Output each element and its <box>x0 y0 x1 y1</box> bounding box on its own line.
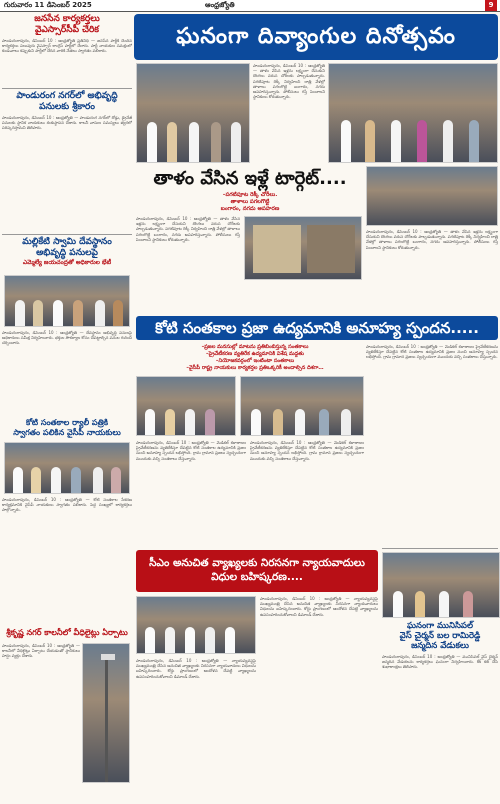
s2-title-2: పనులకు శ్రీకారం <box>39 101 95 112</box>
s5-photo <box>82 643 130 783</box>
story3-body-1: పాండురంగాపురం, డిసెంబర్ 10 : ఆంధ్రజ్యోతి — న్యాయవ్యవస్థపై ముఖ్యమంత్రి చేసిన అనుచిత వ్యాఖ్యలకు నిరసనగా న్యాయవాదులు విధులను బహిష్కరించారు. కోర్టు ప్రాంగణంలో ఆందోళన చేపట్టి వ్యాఖ్యలను ఉపసంహరించుకోవాలని డిమాండ్ చేశారు. <box>136 658 256 679</box>
story2-photo-2 <box>240 376 364 436</box>
banner-photo-2 <box>328 63 498 163</box>
s5-title: శ్రీకృష్ణ నగర్ కాలనీలో వీధిలైట్లు ఏర్పాటు <box>6 628 128 637</box>
r2-title-3: జన్మదిన వేడుకలు <box>411 641 469 652</box>
s4-photo <box>4 442 130 494</box>
story2-band: కోటి సంతకాల ప్రజా ఉద్యమానికి అనూహ్య స్పందన..... <box>136 316 498 340</box>
story2-sub-4: –వైసీపీ రాష్ట్ర నాయకులు కార్యకర్తల ప్రతిఒక్కరికీ అందాల్సిన దిశగా… <box>186 365 324 371</box>
s1-body: పాండురంగాపురం, డిసెంబర్ 10 : ఆంధ్రజ్యోతి ప్రతినిధి — జనసేన పార్టీకి చెందిన కార్యకర్తలు పలువురు వైఎస్సార్ కాంగ్రెస్ పార్టీలో చేరారు. పార్టీ నాయకుల సమక్షంలో కండువాలు కప్పుకుని పార్టీలో చేరిన వారికి నేతలు స్వాగతం పలికారు. <box>2 37 132 53</box>
header-date: గురువారం 11 డిసెంబర్ 2025 <box>4 1 92 9</box>
story1-sub-3: బంగారం, నగదు అపహరణ <box>220 206 280 212</box>
story2-sub-1: –ప్రజల మనసుల్లో మాటను ప్రతిబింబిస్తున్న సంతకాలు <box>201 344 309 350</box>
r2 <box>382 552 498 804</box>
r2-photo <box>382 552 500 618</box>
s3-body: పాండురంగాపురం, డిసెంబర్ 10 : ఆంధ్రజ్యోతి — దేవస్థానం అభివృద్ధి పనులపై అధికారులు సమీక్ష నిర్వహించారు. భక్తుల సౌకర్యాల కోసం చేపట్టాల్సిన పనుల గురించి చర్చించారు. <box>2 330 132 346</box>
left-column <box>2 14 132 90</box>
story1-title: తాళం వేసిన ఇళ్లే టార్గెట్.... <box>153 168 347 189</box>
story2-body-1: పాండురంగాపురం, డిసెంబర్ 10 : ఆంధ్రజ్యోతి — మెడికల్ కళాశాలల ప్రైవేటీకరణను వ్యతిరేకిస్తూ చేపట్టిన కోటి సంతకాల ఉద్యమానికి ప్రజల నుంచి అనూహ్య స్పందన లభిస్తోంది. గ్రామ గ్రామాన ప్రజలు స్వచ్ఛందంగా ముందుకు వచ్చి సంతకాలు చేస్తున్నారు. <box>136 440 246 461</box>
s3-title-1: మల్లికేటి స్వామి దేవస్థానం <box>22 237 112 247</box>
story3-band-2: విధుల బహిష్కరణ.... <box>211 571 303 583</box>
s1-title-2: వైఎస్సార్‌సీపీ చేరిక <box>35 24 99 35</box>
s3-title-2: అభివృద్ధి పనులపై <box>36 247 98 258</box>
s4 <box>2 418 132 437</box>
s3-photo <box>4 275 130 327</box>
s5-body: పాండురంగాపురం, డిసెంబర్ 10 : ఆంధ్రజ్యోతి — కాలనీలో వీధిలైట్లు ఏర్పాటు చేయడంతో స్థానికులు హర్షం వ్యక్తం చేశారు. <box>2 643 80 659</box>
story1-sub-1: –పగటిపూట రెక్కీ చోరీలు. <box>222 192 278 198</box>
page-number: 9 <box>485 0 497 11</box>
story1-subheads <box>136 192 364 213</box>
s3 <box>2 237 132 266</box>
s1-title-1: జనసేన కార్యకర్తలు <box>34 14 100 24</box>
s4-body: పాండురంగాపురం, డిసెంబర్ 10 : ఆంధ్రజ్యోతి — కోటి సంతకాల సేకరణ కార్యక్రమానికి వైసీపీ నాయకులు స్వాగతం పలికారు. పెద్ద సంఖ్యలో కార్యకర్తలు పాల్గొన్నారు. <box>2 497 132 513</box>
r2-title-2: వైస్ చైర్మన్ బల రామిరెడ్డి <box>399 631 481 642</box>
r2-body: పాండురంగాపురం, డిసెంబర్ 10 : ఆంధ్రజ్యోతి — మునిసిపల్ వైస్ చైర్మన్ జన్మదిన వేడుకలను కార్యకర్తలు ఘనంగా నిర్వహించారు. కేక్ కట్ చేసి శుభాకాంక్షలు తెలిపారు. <box>382 653 498 669</box>
story3-body-2: పాండురంగాపురం, డిసెంబర్ 10 : ఆంధ్రజ్యోతి — న్యాయవ్యవస్థపై ముఖ్యమంత్రి చేసిన అనుచిత వ్యాఖ్యలకు నిరసనగా న్యాయవాదులు విధులను బహిష్కరించారు. కోర్టు ప్రాంగణంలో ఆందోళన చేపట్టి వ్యాఖ్యలను ఉపసంహరించుకోవాలని డిమాండ్ చేశారు. <box>260 596 378 617</box>
story2-sub-3: –నియోజకవర్గంలో ఇంటింటా సంతకాలు <box>215 358 295 364</box>
story2-sub-2: –ప్రైవేటీకరణ వ్యతిరేక ఉద్యమానికి విశేష మద్దతు <box>206 351 304 357</box>
banner-photo-1 <box>136 63 250 163</box>
story2-subheads <box>148 344 362 372</box>
s4-title-1: కోటి సంతకాల ర్యాలీ పత్రికి <box>25 418 109 427</box>
story1-body: పాండురంగాపురం, డిసెంబర్ 10 : ఆంధ్రజ్యోతి — తాళం వేసిన ఇళ్లను లక్ష్యంగా చేసుకుని దొంగలు వరుస చోరీలకు పాల్పడుతున్నారు. పగటిపూట రెక్కీ నిర్వహించి రాత్రి వేళల్లో తాళాలు పగలగొట్టి బంగారం, నగదు అపహరిస్తున్నారు. పోలీసులు గస్తీ పెంచాలని స్థానికులు కోరుతున్నారు. <box>136 216 240 242</box>
r2-title-1: ఘనంగా మునిసిపల్ <box>407 621 473 631</box>
story1-sub-2: తాళాలు పగలగొట్టి <box>230 199 270 205</box>
s2-body: పాండురంగాపురం, డిసెంబర్ 10 : ఆంధ్రజ్యోతి — పాండురంగ నగర్‌లో రోడ్లు, డ్రైనేజీ పనులకు స్థానిక నాయకులు శంకుస్థాపన చేశారు. కాలనీ వాసుల సమస్యలు త్వరలో పరిష్కరిస్తామని తెలిపారు. <box>2 114 132 130</box>
s2 <box>2 91 132 227</box>
story3-photo <box>136 596 256 654</box>
story2-body-3: పాండురంగాపురం, డిసెంబర్ 10 : ఆంధ్రజ్యోతి — మెడికల్ కళాశాలల ప్రైవేటీకరణను వ్యతిరేకిస్తూ చేపట్టిన కోటి సంతకాల ఉద్యమానికి ప్రజల నుంచి అనూహ్య స్పందన లభిస్తోంది. గ్రామ గ్రామాన ప్రజలు స్వచ్ఛందంగా ముందుకు వచ్చి సంతకాలు చేస్తున్నారు. <box>366 344 498 360</box>
page-header <box>0 0 500 12</box>
s3-subtitle: ఎమ్మెల్యే జయచంద్రతో అధికారుల భేటీ <box>22 258 112 266</box>
story1-photo <box>244 216 362 280</box>
story3-band <box>136 550 378 592</box>
s4-title-2: స్వాగతం పలికిన వైసీపీ నాయకులు <box>13 427 121 437</box>
masthead: ఆంధ్రజ్యోతి <box>205 1 235 9</box>
story3-band-1: సీఎం అనుచిత వ్యాఖ్యలకు నిరసనగా న్యాయవాదులు <box>149 557 365 569</box>
banner-story-body: పాండురంగాపురం, డిసెంబర్ 10 : ఆంధ్రజ్యోతి — తాళం వేసిన ఇళ్లను లక్ష్యంగా చేసుకుని దొంగలు వరుస చోరీలకు పాల్పడుతున్నారు. పగటిపూట రెక్కీ నిర్వహించి రాత్రి వేళల్లో తాళాలు పగలగొట్టి బంగారం, నగదు అపహరిస్తున్నారు. పోలీసులు గస్తీ పెంచాలని స్థానికులు కోరుతున్నారు. <box>253 63 325 100</box>
s2-title-1: పాండురంగ నగర్‌లో అభివృద్ధి <box>16 91 118 101</box>
story2-body-2: పాండురంగాపురం, డిసెంబర్ 10 : ఆంధ్రజ్యోతి — మెడికల్ కళాశాలల ప్రైవేటీకరణను వ్యతిరేకిస్తూ చేపట్టిన కోటి సంతకాల ఉద్యమానికి ప్రజల నుంచి అనూహ్య స్పందన లభిస్తోంది. గ్రామ గ్రామాన ప్రజలు స్వచ్ఛందంగా ముందుకు వచ్చి సంతకాలు చేస్తున్నారు. <box>250 440 364 461</box>
story2-photo-1 <box>136 376 236 436</box>
story1-body-2: పాండురంగాపురం, డిసెంబర్ 10 : ఆంధ్రజ్యోతి — తాళం వేసిన ఇళ్లను లక్ష్యంగా చేసుకుని దొంగలు వరుస చోరీలకు పాల్పడుతున్నారు. పగటిపూట రెక్కీ నిర్వహించి రాత్రి వేళల్లో తాళాలు పగలగొట్టి బంగారం, నగదు అపహరిస్తున్నారు. పోలీసులు గస్తీ పెంచాలని స్థానికులు కోరుతున్నారు. <box>366 229 498 250</box>
banner-title: ఘనంగా దివ్యాంగుల దినోత్సవం <box>134 14 498 60</box>
story1-photo-2 <box>366 166 498 226</box>
